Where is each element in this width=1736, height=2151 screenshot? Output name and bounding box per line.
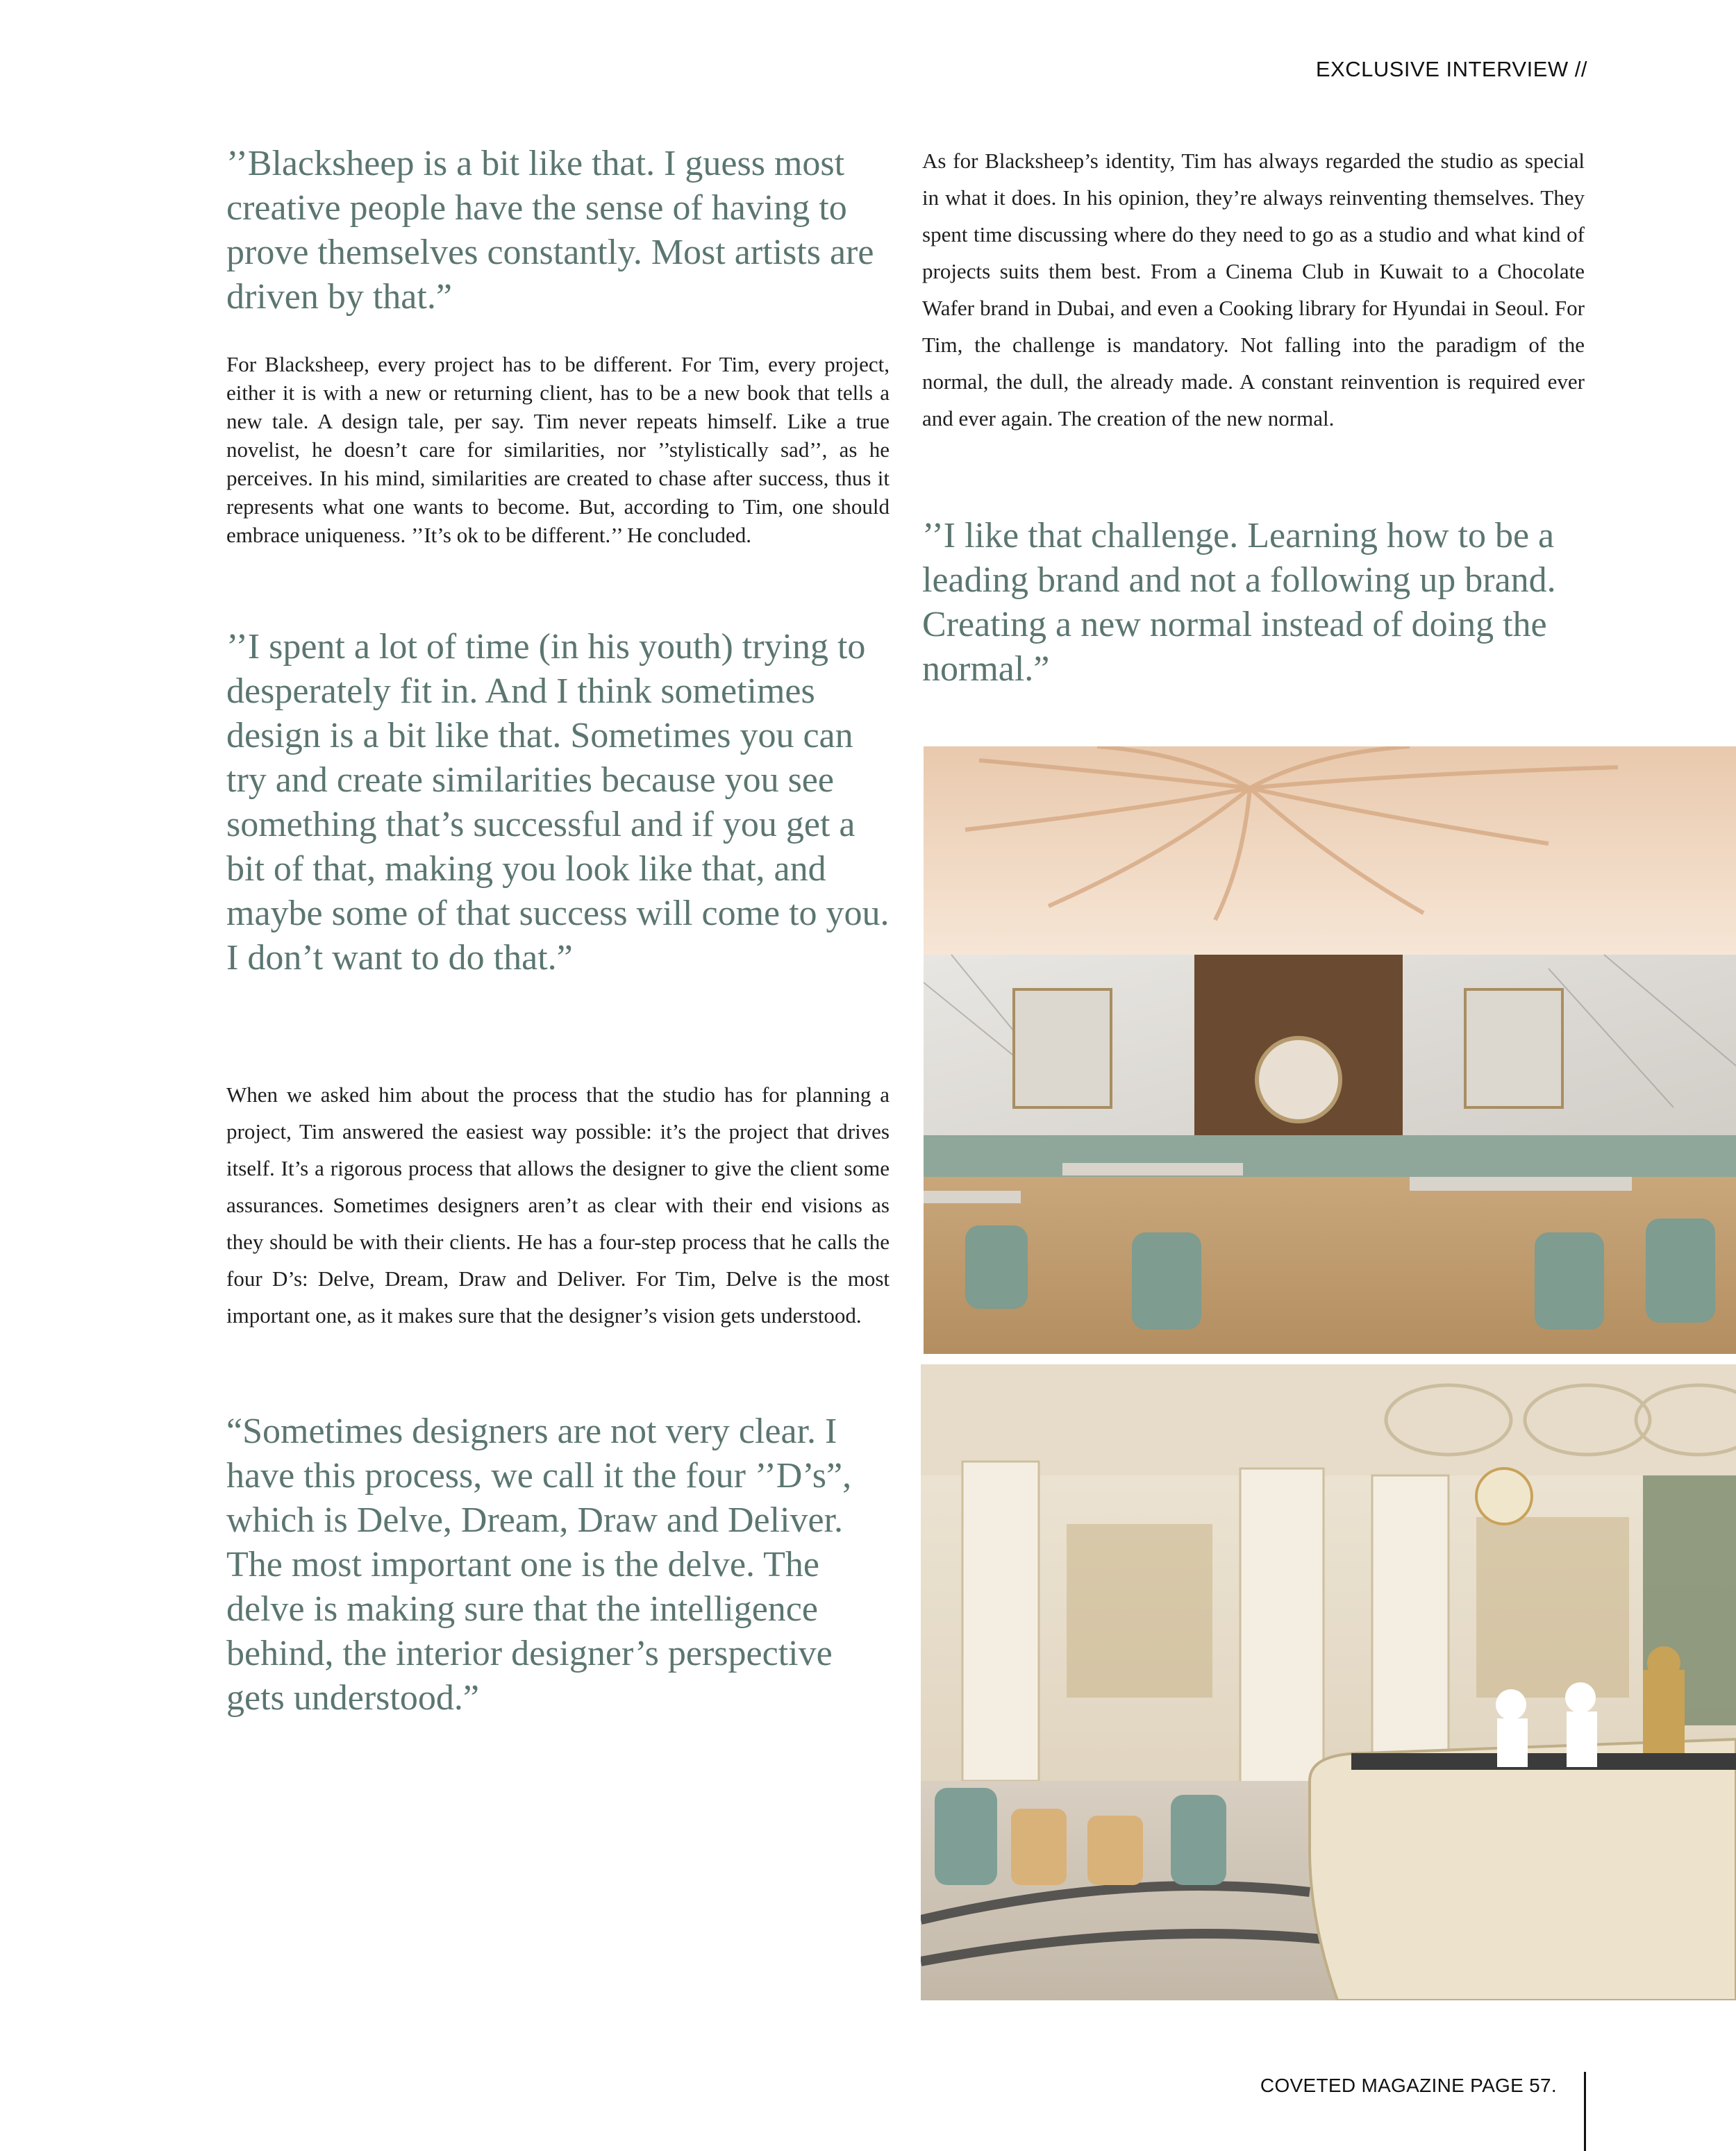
left-quote-1-block	[226, 142, 890, 319]
pull-quote-four-ds: “Sometimes designers are not very clear. I have this process, we call it the four ’’D’s”, which is Delve, Dream, Draw and Deliver. The most important one is the delve. The delve is making sure that the intelligence behind, the interior designer’s perspective gets understood.”	[226, 1412, 852, 1718]
pull-quote-challenge: ’’I like that challenge. Learning how to be a leading brand and not a following up brand. Creating a new normal instead of doing the normal.”	[922, 516, 1556, 689]
right-paragraph-1-block	[922, 142, 1585, 437]
cafe-bar-interior-photo	[921, 1364, 1736, 2000]
restaurant-interior-photo	[924, 746, 1736, 1354]
left-paragraph-2-block	[226, 1076, 890, 1334]
left-paragraph-1-block	[226, 350, 890, 549]
paragraph-uniqueness: For Blacksheep, every project has to be different. For Tim, every project, either it is with a new or returning client, has to be a new book that tells a new tale. A design tale, per say. Tim never repeats himself. Like a true novelist, he doesn’t care for similarities, nor ’’stylistically sad’’, as he perceives. In his mind, similarities are created to chase after success, thus it represents what one wants to become. But, according to Tim, one should embrace uniqueness. ’’It’s ok to be different.’’ He concluded.	[226, 352, 890, 547]
left-quote-3-block	[226, 1409, 890, 1721]
paragraph-identity: As for Blacksheep’s identity, Tim has always regarded the studio as special in what it does. In his opinion, they’re always reinventing themselves. They spent time discussing where do they need to go as a studio and what kind of projects suits them best. From a Cinema Club in Kuwait to a Chocolate Wafer brand in Dubai, and even a Cooking library for Hyundai in Seoul. For Tim, the challenge is mandatory. Not falling into the paradigm of the normal, the dull, the already made. A constant reinvention is required ever and ever again. The creation of the new normal.	[922, 149, 1585, 430]
page-footer-label: COVETED MAGAZINE PAGE 57.	[1260, 2075, 1557, 2096]
right-quote-1-block	[922, 514, 1585, 692]
left-quote-2-block	[226, 625, 890, 980]
pull-quote-fit-in: ’’I spent a lot of time (in his youth) trying to desperately fit in. And I think sometimes design is a bit like that. Sometimes you can try and create similarities because you see something that’s successful and if you get a bit of that, making you look like that, and maybe some of that success will come to you. I don’t want to do that.”	[226, 627, 890, 978]
pull-quote-blacksheep: ’’Blacksheep is a bit like that. I guess most creative people have the sense of having to prove themselves constantly. Most artists are driven by that.”	[226, 144, 874, 317]
paragraph-process: When we asked him about the process that the studio has for planning a project, Tim answered the easiest way possible: it’s the project that drives itself. It’s a rigorous process that allows the designer to give the client some assurances. Sometimes designers aren’t as clear with their end visions as they should be with their clients. He has a four-step process that he calls the four D’s: Delve, Dream, Draw and Deliver. For Tim, Delve is the most important one, as it makes sure that the designer’s vision gets understood.	[226, 1082, 890, 1328]
footer-divider	[1584, 2072, 1586, 2151]
section-header: EXCLUSIVE INTERVIEW //	[1315, 57, 1587, 81]
